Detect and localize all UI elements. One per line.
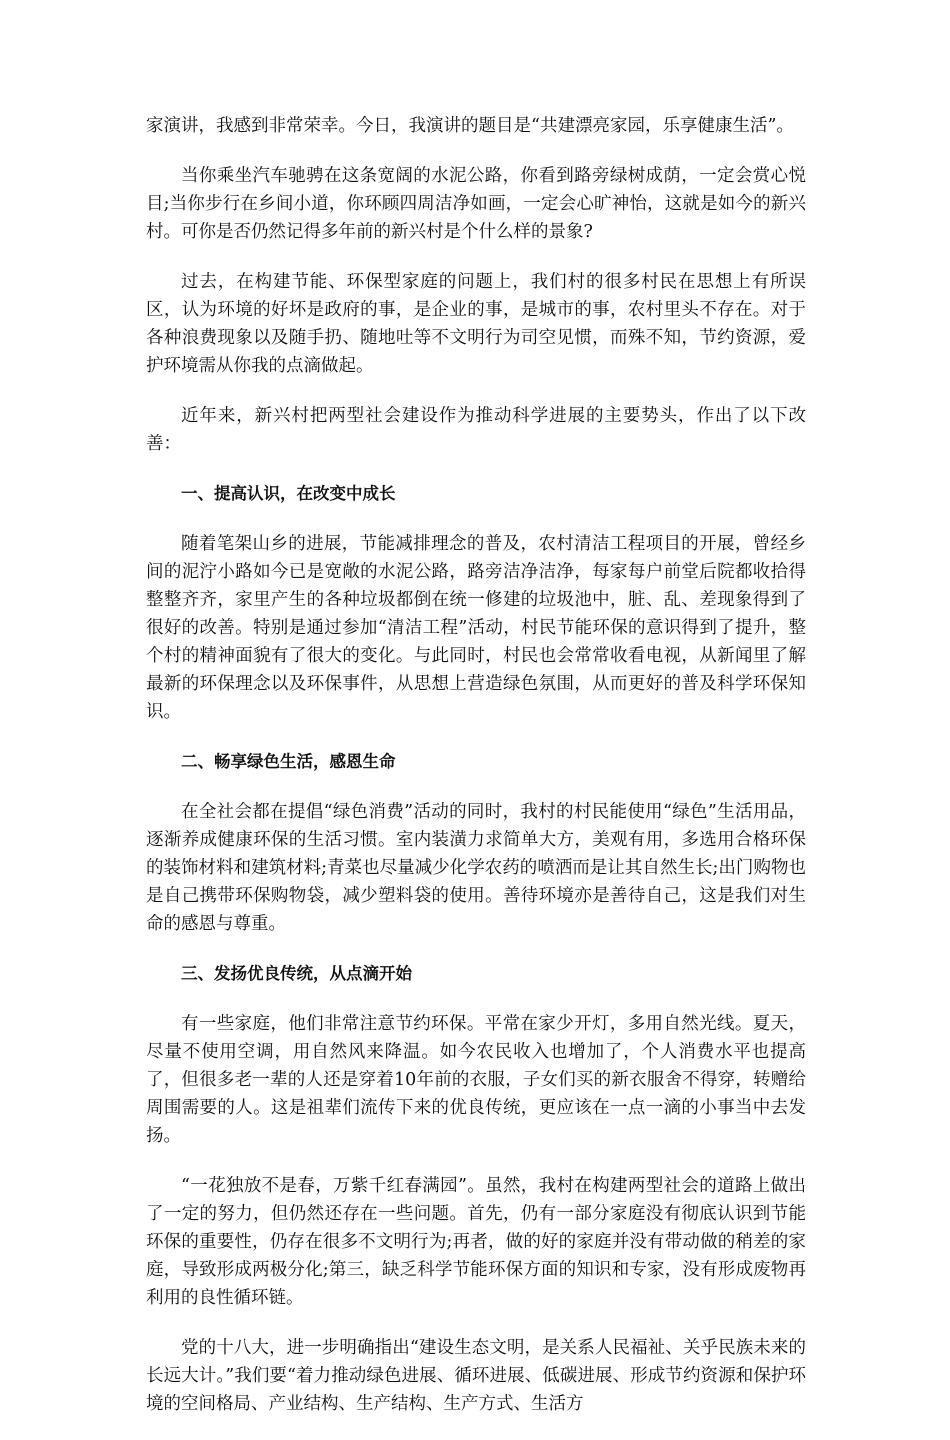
paragraph-scene: 当你乘坐汽车驰骋在这条宽阔的水泥公路，你看到路旁绿树成荫，一定会赏心悦目;当你步行在乡间小道，你环顾四周洁净如画，一定会心旷神怡，这就是如今的新兴村。可你是否仍然记得多年前的新兴村是个什么样的景象? [146, 166, 806, 242]
paragraph-conclusion: 党的十八大，进一步明确指出“建设生态文明，是关系人民福祉、关乎民族未来的长远大计。”我们要“着力推动绿色进展、循环进展、低碳进展、形成节约资源和保护环境的空间格局、产业结构、生产结构、生产方式、生活方 [146, 1338, 806, 1414]
paragraph-section-1: 随着笔架山乡的进展，节能减排理念的普及，农村清洁工程项目的开展，曾经乡间的泥泞小路如今已是宽敞的水泥公路，路旁洁净洁净，每家每户前堂后院都收拾得整整齐齐，家里产生的各种垃圾都倒在统一修建的垃圾池中，脏、乱、差现象得到了很好的改善。特别是通过参加“清洁工程”活动，村民节能环保的意识得到了提升，整个村的精神面貌有了很大的变化。与此同时，村民也会常常收看电视，从新闻里了解最新的环保理念以及环保事件，从思想上营造绿色氛围，从而更好的普及科学环保知识。 [146, 534, 806, 722]
paragraph-intro: 家演讲，我感到非常荣幸。今日，我演讲的题目是“共建漂亮家园，乐享健康生活”。 [146, 116, 794, 136]
section-heading-3: 三、发扬优良传统，从点滴开始 [181, 964, 412, 983]
paragraph-improvements-intro: 近年来，新兴村把两型社会建设作为推动科学进展的主要势头，作出了以下改善： [146, 406, 806, 454]
document-body [146, 112, 806, 1440]
section-heading-1: 一、提高认识，在改变中成长 [181, 484, 396, 503]
paragraph-problems: “一花独放不是春，万紫千红春满园”。虽然，我村在构建两型社会的道路上做出了一定的努力，但仍然还存在一些问题。首先，仍有一部分家庭没有彻底认识到节能环保的重要性，仍存在很多不文明行为;再者，做的好的家庭并没有带动做的稍差的家庭，导致形成两极分化;第三，缺乏科学节能环保方面的知识和专家，没有形成废物再利用的良性循环链。 [146, 1176, 806, 1308]
paragraph-past: 过去，在构建节能、环保型家庭的问题上，我们村的很多村民在思想上有所误区，认为环境的好坏是政府的事，是企业的事，是城市的事，农村里头不存在。对于各种浪费现象以及随手扔、随地吐等不文明行为司空见惯，而殊不知，节约资源，爱护环境需从你我的点滴做起。 [146, 272, 806, 376]
paragraph-section-2: 在全社会都在提倡“绿色消费”活动的同时，我村的村民能使用“绿色”生活用品，逐渐养成健康环保的生活习惯。室内装潢力求简单大方，美观有用，多选用合格环保的装饰材料和建筑材料;青菜也尽量减少化学农药的喷洒而是让其自然生长;出门购物也是自己携带环保购物袋，减少塑料袋的使用。善待环境亦是善待自己，这是我们对生命的感恩与尊重。 [146, 802, 806, 934]
paragraph-section-3: 有一些家庭，他们非常注意节约环保。平常在家少开灯，多用自然光线。夏天，尽量不使用空调，用自然风来降温。如今农民收入也增加了，个人消费水平也提高了，但很多老一辈的人还是穿着10年前的衣服，子女们买的新衣服舍不得穿，转赠给周围需要的人。这是祖辈们流传下来的优良传统，更应该在一点一滴的小事当中去发扬。 [146, 1014, 806, 1146]
section-heading-2: 二、畅享绿色生活，感恩生命 [181, 752, 396, 771]
